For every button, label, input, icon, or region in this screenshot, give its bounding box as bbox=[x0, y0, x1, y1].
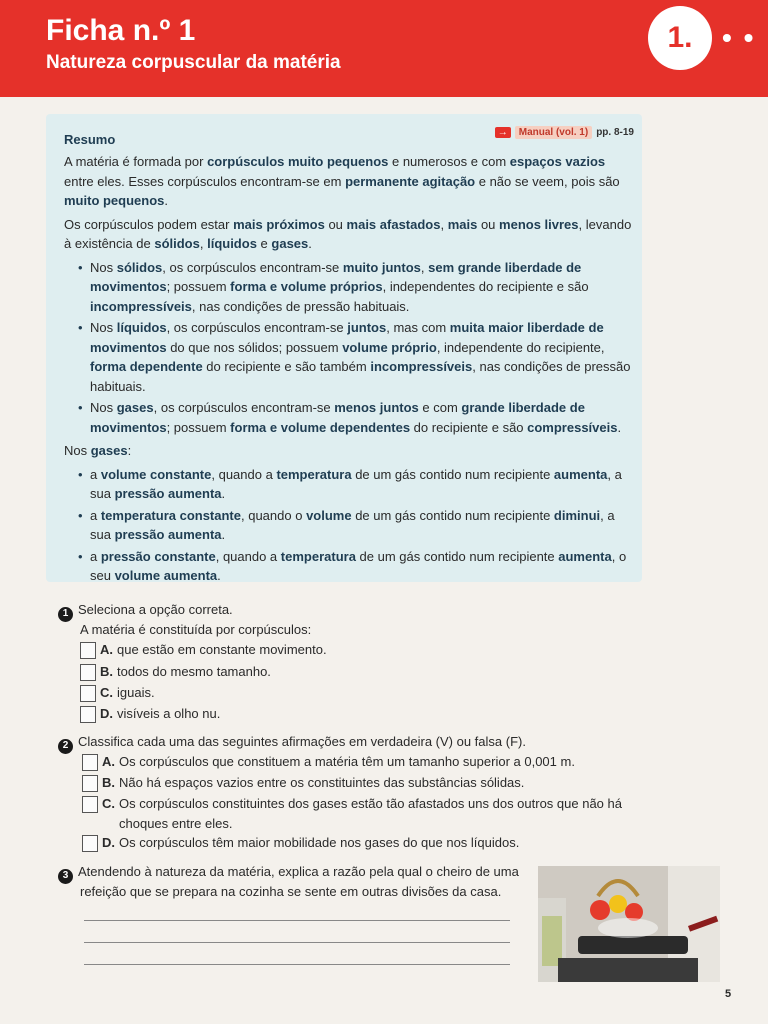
answer-line-1[interactable] bbox=[84, 920, 510, 921]
checkbox[interactable] bbox=[82, 754, 98, 771]
chapter-badge: 1. bbox=[648, 6, 712, 70]
manual-reference bbox=[495, 126, 634, 139]
checkbox[interactable] bbox=[82, 775, 98, 792]
summary-paragraph-2: Os corpúsculos podem estar mais próximos ou mais afastados, mais ou menos livres, levando à existência de sólidos, líquidos e gases. bbox=[64, 216, 632, 251]
option-letter: B. bbox=[102, 775, 115, 790]
gas-laws-list bbox=[64, 465, 632, 586]
arrow-icon: → bbox=[495, 127, 511, 138]
question-3-text-line-2: refeição que se prepara na cozinha se sente em outras divisões da casa. bbox=[80, 884, 502, 899]
checkbox[interactable] bbox=[80, 685, 96, 702]
question-2-text: Classifica cada uma das seguintes afirmações em verdadeira (V) ou falsa (F). bbox=[78, 734, 526, 749]
q2-option-c[interactable] bbox=[82, 794, 642, 834]
manual-pages: pp. 8-19 bbox=[596, 127, 634, 138]
kitchen-illustration bbox=[538, 866, 720, 982]
question-1-prompt bbox=[58, 600, 233, 622]
q1-option-d[interactable] bbox=[80, 704, 220, 724]
q1-option-b[interactable] bbox=[80, 662, 271, 682]
option-text: Os corpúsculos têm maior mobilidade nos gases do que nos líquidos. bbox=[119, 835, 520, 850]
answer-line-3[interactable] bbox=[84, 964, 510, 965]
worksheet-title: Ficha n.º 1 bbox=[46, 14, 196, 47]
summary-paragraph-1: A matéria é formada por corpúsculos muito pequenos e numerosos e com espaços vazios entre eles. Esses corpúsculos encontram-se em permanente agitação e não se veem, pois são muito pequenos. bbox=[64, 154, 620, 208]
question-1-stem: A matéria é constituída por corpúsculos: bbox=[80, 622, 312, 637]
option-text: iguais. bbox=[117, 685, 155, 700]
question-3-text-line-1: Atendendo à natureza da matéria, explica a razão pela qual o cheiro de uma bbox=[78, 864, 519, 879]
option-letter: A. bbox=[102, 754, 115, 769]
checkbox[interactable] bbox=[80, 706, 96, 723]
option-text: todos do mesmo tamanho. bbox=[117, 664, 271, 679]
manual-label: Manual (vol. 1) bbox=[515, 126, 592, 139]
summary-body bbox=[64, 152, 632, 590]
solids-item: • Nos sólidos, os corpúsculos encontram-se muito juntos, sem grande liberdade de movimentos; possuem forma e volume próprios, independentes do recipiente e são incompressíveis, nas condições de pressão habituais. bbox=[90, 258, 632, 317]
option-letter: A. bbox=[100, 642, 113, 657]
header-dots: • • bbox=[722, 22, 756, 53]
kitchen-cooking-photo bbox=[538, 866, 720, 982]
question-number-3: 3 bbox=[58, 869, 73, 884]
question-3-prompt bbox=[58, 862, 519, 884]
question-number-2: 2 bbox=[58, 739, 73, 754]
gas-law-pressure: • a pressão constante, quando a temperatura de um gás contido num recipiente aumenta, o seu volume aumenta. bbox=[90, 547, 632, 586]
summary-heading: Resumo bbox=[64, 132, 116, 147]
page-number: 5 bbox=[725, 988, 732, 1000]
page-header bbox=[0, 0, 768, 97]
checkbox[interactable] bbox=[82, 796, 98, 813]
option-letter: D. bbox=[102, 835, 115, 850]
answer-line-2[interactable] bbox=[84, 942, 510, 943]
option-text: que estão em constante movimento. bbox=[117, 642, 327, 657]
option-letter: C. bbox=[100, 685, 113, 700]
worksheet-subtitle: Natureza corpuscular da matéria bbox=[46, 52, 341, 73]
states-list bbox=[64, 258, 632, 438]
option-letter: C. bbox=[102, 796, 115, 811]
option-text: Os corpúsculos que constituem a matéria têm um tamanho superior a 0,001 m. bbox=[119, 754, 575, 769]
checkbox[interactable] bbox=[80, 664, 96, 681]
liquids-item: • Nos líquidos, os corpúsculos encontram-se juntos, mas com muita maior liberdade de movimentos do que nos sólidos; possuem volume próprio, independente do recipiente, forma dependente do recipiente e são também incompressíveis, nas condições de pressão habituais. bbox=[90, 318, 632, 396]
gas-law-temperature: • a temperatura constante, quando o volume de um gás contido num recipiente diminui, a sua pressão aumenta. bbox=[90, 506, 632, 545]
summary-box bbox=[46, 114, 642, 582]
question-1-text: Seleciona a opção correta. bbox=[78, 602, 233, 617]
q2-option-a[interactable] bbox=[82, 752, 575, 772]
q2-option-b[interactable] bbox=[82, 773, 524, 793]
question-2-prompt bbox=[58, 732, 526, 754]
option-text: visíveis a olho nu. bbox=[117, 706, 221, 721]
question-number-1: 1 bbox=[58, 607, 73, 622]
gases-item: • Nos gases, os corpúsculos encontram-se menos juntos e com grande liberdade de movimentos; possuem forma e volume dependentes do recipiente e são compressíveis. bbox=[90, 398, 632, 437]
option-text: Não há espaços vazios entre os constituintes das substâncias sólidas. bbox=[119, 775, 525, 790]
gas-law-volume: • a volume constante, quando a temperatura de um gás contido num recipiente aumenta, a sua pressão aumenta. bbox=[90, 465, 632, 504]
gases-heading: Nos gases: bbox=[64, 443, 132, 458]
q1-option-a[interactable] bbox=[80, 640, 327, 660]
option-text: Os corpúsculos constituintes dos gases estão tão afastados uns dos outros que não há choques entre eles. bbox=[119, 796, 622, 831]
q1-option-c[interactable] bbox=[80, 683, 155, 703]
checkbox[interactable] bbox=[82, 835, 98, 852]
q2-option-d[interactable] bbox=[82, 833, 519, 853]
checkbox[interactable] bbox=[80, 642, 96, 659]
option-letter: B. bbox=[100, 664, 113, 679]
option-letter: D. bbox=[100, 706, 113, 721]
